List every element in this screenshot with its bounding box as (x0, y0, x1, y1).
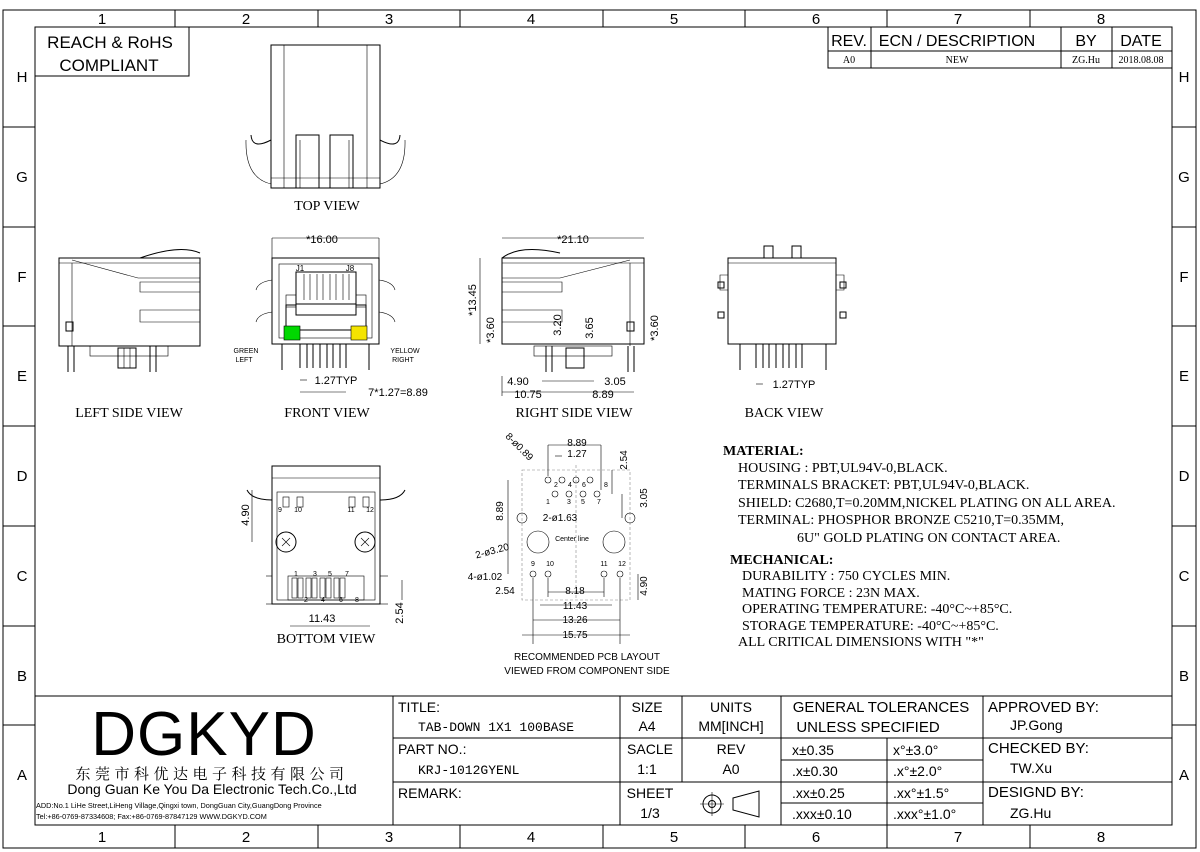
title-value: TAB-DOWN 1X1 100BASE (418, 720, 575, 735)
company-logo: DGKYD (91, 700, 317, 769)
company-address: ADD:No.1 LiHe Street,LiHeng Village,Qingxi town, DongGuan City,GuangDong Province (36, 801, 322, 810)
checked-value: TW.Xu (1010, 760, 1053, 776)
grid-row-left-g: G (16, 169, 28, 186)
tol-linear-x: x±0.35 (792, 742, 834, 758)
front-view-drawing (256, 238, 395, 392)
pcb-pin-6: 6 (582, 482, 586, 489)
pcb-dim-163: 2-ø1.63 (542, 513, 578, 524)
material-line-bracket: TERMINALS BRACKET: PBT,UL94V-0,BLACK. (738, 478, 1030, 493)
pcb-dim-254b: 2.54 (495, 586, 515, 597)
compliance-box (35, 27, 189, 76)
approved-label: APPROVED BY: (988, 699, 1099, 716)
size-value: A4 (638, 718, 656, 734)
pcb-pin-2: 2 (554, 482, 558, 489)
back-pitch-dim: 1.27TYP (772, 379, 816, 391)
pcb-pin-12: 12 (618, 561, 626, 568)
ecn-value: NEW (945, 55, 969, 66)
pcb-dim-1143: 11.43 (562, 601, 588, 612)
right-bottom4-dim: 8.89 (592, 389, 614, 401)
right-height4-dim: 3.65 (584, 317, 596, 339)
pcb-dim-305: 3.05 (639, 488, 650, 508)
pcb-dim-1575: 15.75 (562, 630, 588, 641)
compliance-line-1: REACH & RoHS (47, 33, 173, 52)
pcb-pin-9: 9 (531, 561, 535, 568)
pcb-pin-10: 10 (546, 561, 554, 568)
bottom-height-dim: 4.90 (240, 504, 252, 526)
grid-col-bottom-6: 6 (811, 829, 821, 846)
grid-row-right-b: B (1178, 668, 1190, 685)
back-view-drawing (718, 246, 846, 384)
grid-col-bottom-8: 8 (1096, 829, 1106, 846)
material-line-terminal: TERMINAL: PHOSPHOR BRONZE C5210,T=0.35MM, (738, 513, 1065, 528)
bottom-pin-7: 7 (345, 571, 349, 578)
bottom-pin-4: 4 (321, 597, 325, 604)
material-line-housing: HOUSING : PBT,UL94V-0,BLACK. (738, 461, 948, 476)
bottom-view-drawing (247, 466, 405, 626)
right-bottom1-dim: 4.90 (507, 376, 529, 388)
grid-row-left-d: D (16, 468, 28, 485)
pcb-dim-holes8: 8-ø0.89 (502, 431, 535, 464)
grid-row-left-b: B (16, 668, 28, 685)
bottom-pin-2: 2 (304, 597, 308, 604)
grid-col-top-6: 6 (811, 11, 821, 28)
grid-col-top-5: 5 (669, 11, 679, 28)
front-green-label: GREEN (233, 348, 259, 355)
grid-col-bottom-2: 2 (241, 829, 251, 846)
remark-label: REMARK: (398, 785, 462, 801)
pcb-pin-3: 3 (567, 499, 571, 506)
size-label: SIZE (631, 699, 663, 715)
material-line-plating: 6U" GOLD PLATING ON CONTACT AREA. (797, 531, 1061, 546)
led-right-yellow (351, 326, 367, 340)
grid-row-left-a: A (16, 767, 28, 784)
grid-row-right-h: H (1178, 69, 1190, 86)
pcb-pin-4: 4 (568, 482, 572, 489)
right-height3-dim: 3.20 (552, 314, 564, 336)
rev-block-value: A0 (722, 761, 740, 777)
material-heading: MATERIAL: (723, 444, 804, 459)
company-name-cn: 东莞市科优达电子科技有限公司 (75, 766, 349, 783)
pcb-dim-889: 8.89 (567, 438, 587, 449)
tol-angle-x2: .xx°±1.5° (893, 785, 950, 801)
pcb-center-line-label: Center line (555, 536, 589, 543)
approved-value: JP.Gong (1010, 717, 1063, 733)
bottom-pitch-dim: 2.54 (394, 602, 406, 624)
right-height-dim: *13.45 (467, 284, 479, 316)
bottom-pin-12: 12 (366, 507, 374, 514)
scale-value: 1:1 (637, 761, 657, 777)
led-left-green (284, 326, 300, 340)
mechanical-durability: DURABILITY : 750 CYCLES MIN. (742, 569, 951, 584)
sheet-value: 1/3 (640, 805, 660, 821)
by-value: ZG.Hu (1071, 55, 1101, 66)
grid-row-right-e: E (1178, 368, 1190, 385)
bottom-view-label: BOTTOM VIEW (276, 632, 376, 647)
sheet-label: SHEET (626, 785, 674, 801)
date-header: DATE (1120, 33, 1162, 50)
design-label: DESIGND BY: (988, 784, 1084, 801)
tolerance-heading-1: GENERAL TOLERANCES (792, 699, 970, 716)
pcb-dim-102: 4-ø1.02 (467, 572, 503, 583)
scale-label: SACLE (627, 741, 673, 757)
ecn-header: ECN / DESCRIPTION (878, 33, 1036, 50)
bottom-pin-1: 1 (294, 571, 298, 578)
tol-linear-x3: .xxx±0.10 (792, 806, 852, 822)
by-header: BY (1075, 33, 1097, 50)
right-length-dim: *21.10 (557, 234, 589, 246)
company-name-en: Dong Guan Ke You Da Electronic Tech.Co.,Ltd (67, 781, 357, 797)
grid-row-left-c: C (16, 568, 28, 585)
pcb-pin-8: 8 (604, 482, 608, 489)
front-view-label: FRONT VIEW (284, 406, 370, 421)
date-value: 2018.08.08 (1118, 55, 1164, 66)
bottom-pin-11: 11 (347, 507, 355, 514)
pcb-dim-254a: 2.54 (619, 450, 630, 470)
grid-row-left-h: H (16, 69, 28, 86)
tol-linear-x2: .xx±0.25 (792, 785, 845, 801)
grid-row-right-a: A (1178, 767, 1190, 784)
grid-col-bottom-1: 1 (97, 829, 107, 846)
right-height5-dim: *3.60 (649, 315, 661, 341)
part-no-value: KRJ-1012GYENL (418, 763, 520, 778)
pcb-dim-818: 8.18 (565, 586, 585, 597)
mechanical-critical: ALL CRITICAL DIMENSIONS WITH "*" (738, 635, 984, 650)
right-bottom3-dim: 10.75 (514, 389, 542, 401)
left-side-view-drawing (59, 249, 200, 372)
mechanical-mating: MATING FORCE : 23N MAX. (742, 586, 920, 601)
tol-angle-x3: .xxx°±1.0° (893, 806, 957, 822)
grid-row-right-c: C (1178, 568, 1190, 585)
grid-col-top-7: 7 (953, 11, 963, 28)
checked-label: CHECKED BY: (988, 740, 1089, 757)
front-span-dim: 7*1.27=8.89 (368, 387, 428, 399)
top-view-drawing (246, 45, 405, 188)
pcb-pin-1: 1 (546, 499, 550, 506)
grid-col-top-3: 3 (384, 11, 394, 28)
rev-header: REV. (831, 33, 867, 50)
grid-col-bottom-5: 5 (669, 829, 679, 846)
rev-value: A0 (842, 55, 856, 66)
grid-row-left-f: F (17, 269, 27, 286)
grid-col-top-4: 4 (526, 11, 536, 28)
front-j1-label: J1 (295, 264, 305, 273)
pcb-dim-320: 2-ø3.20 (474, 541, 511, 562)
bottom-pin-5: 5 (328, 571, 332, 578)
company-contact: Tel:+86-0769-87334608; Fax:+86-0769-87847129 WWW.DGKYD.COM (36, 812, 267, 821)
bottom-pin-3: 3 (313, 571, 317, 578)
mechanical-operating: OPERATING TEMPERATURE: -40°C~+85°C. (742, 602, 1013, 617)
grid-col-bottom-4: 4 (526, 829, 536, 846)
design-value: ZG.Hu (1010, 805, 1052, 821)
right-height2-dim: *3.60 (485, 317, 497, 343)
grid-row-left-e: E (16, 368, 28, 385)
projection-symbol-icon (700, 791, 759, 817)
bottom-pin-10: 10 (294, 507, 302, 514)
bottom-pin-9: 9 (278, 507, 282, 514)
rev-label: REV (716, 741, 746, 757)
part-no-label: PART NO.: (398, 741, 467, 757)
pcb-pin-11: 11 (600, 561, 608, 568)
bottom-pin-6: 6 (339, 597, 343, 604)
bottom-width-dim: 11.43 (308, 613, 336, 625)
bottom-pin-8: 8 (355, 597, 359, 604)
grid-col-top-8: 8 (1096, 11, 1106, 28)
front-width-dim: *16.00 (306, 234, 338, 246)
units-value: MM[INCH] (698, 718, 764, 734)
pcb-pin-5: 5 (581, 499, 585, 506)
grid-col-bottom-7: 7 (953, 829, 963, 846)
title-label: TITLE: (398, 699, 441, 715)
compliance-line-2: COMPLIANT (59, 56, 159, 75)
front-left-label: LEFT (235, 357, 253, 364)
tol-linear-x1: .x±0.30 (792, 763, 838, 779)
material-line-shield: SHIELD: C2680,T=0.20MM,NICKEL PLATING ON ALL AREA. (738, 496, 1116, 511)
right-side-view-label: RIGHT SIDE VIEW (515, 406, 633, 421)
top-view-label: TOP VIEW (294, 199, 360, 214)
pcb-caption-line-1: RECOMMENDED PCB LAYOUT (514, 652, 660, 663)
right-bottom2-dim: 3.05 (604, 376, 626, 388)
grid-row-right-g: G (1178, 169, 1190, 186)
front-right-label: RIGHT (392, 357, 414, 364)
front-j8-label: J8 (345, 264, 355, 273)
grid-row-right-d: D (1178, 468, 1190, 485)
back-view-label: BACK VIEW (744, 406, 824, 421)
grid-col-top-2: 2 (241, 11, 251, 28)
pcb-dim-490: 4.90 (639, 576, 650, 596)
pcb-pin-7: 7 (597, 499, 601, 506)
revision-table (828, 27, 1172, 68)
pcb-dim-889v: 8.89 (495, 501, 506, 521)
tolerance-heading-2: UNLESS SPECIFIED (796, 719, 940, 736)
left-side-view-label: LEFT SIDE VIEW (75, 406, 183, 421)
pcb-caption-line-2: VIEWED FROM COMPONENT SIDE (504, 666, 670, 677)
tol-angle-x1: .x°±2.0° (893, 763, 943, 779)
tol-angle-x: x°±3.0° (893, 742, 939, 758)
units-label: UNITS (710, 699, 752, 715)
mechanical-storage: STORAGE TEMPERATURE: -40°C~+85°C. (742, 619, 999, 634)
mechanical-heading: MECHANICAL: (730, 553, 834, 568)
front-yellow-label: YELLOW (390, 348, 420, 355)
grid-col-top-1: 1 (97, 11, 107, 28)
pcb-dim-1326: 13.26 (562, 615, 588, 626)
grid-col-bottom-3: 3 (384, 829, 394, 846)
grid-row-right-f: F (1179, 269, 1189, 286)
front-pitch-dim: 1.27TYP (314, 375, 358, 387)
pcb-dim-127: 1.27 (567, 449, 587, 460)
